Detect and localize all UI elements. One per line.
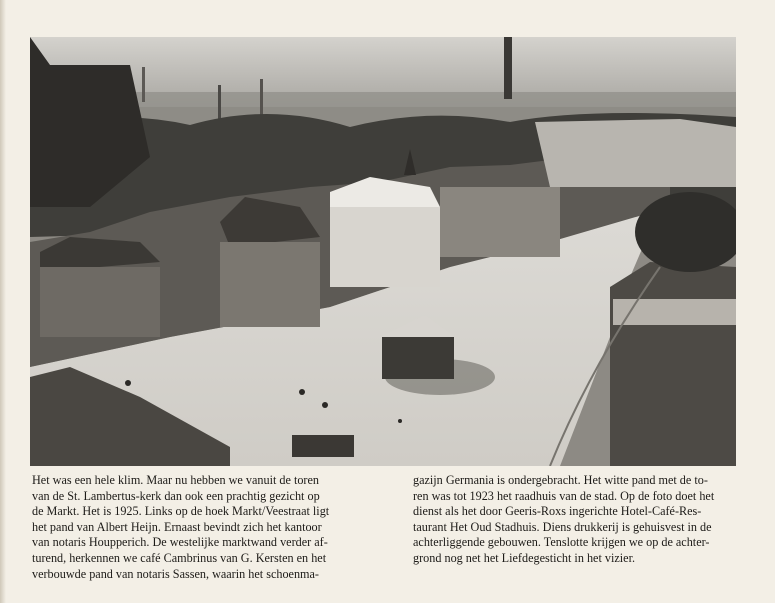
vintage-car bbox=[292, 435, 354, 457]
pedestrian bbox=[299, 389, 305, 395]
pedestrian bbox=[398, 419, 402, 423]
facade-germania bbox=[440, 187, 560, 257]
pedestrian bbox=[322, 402, 328, 408]
facade-albert-heijn bbox=[40, 267, 160, 337]
roof-right bbox=[613, 299, 736, 325]
kiosk-body bbox=[382, 337, 454, 379]
caption-column-right: gazijn Germania is ondergebracht. Het witte pand met de to- ren was tot 1923 het raadhuis van de stad. Op de foto doet het dienst als het door Geeris-Roxs ingerichte Hotel-Café-Res- taurant Het Oud Stadhuis. Diens drukkerij is gehuisvest in de achterliggende gebouwen. Tenslotte krijgen we op de achter- grond nog net het Liefdegesticht in het vizier. bbox=[413, 473, 715, 565]
building-right bbox=[610, 262, 736, 466]
caption-column-left: Het was een hele klim. Maar nu hebben we vanuit de toren van de St. Lambertus-kerk dan ook een prachtig gezicht op de Markt. Het is 1925. Links op de hoek Markt/Veestraat ligt het pand van Albert Heijn. Ernaast bevindt zich het kantoor van notaris Houpperich. De westelijke marktwand verder af- turend, herkennen we café Cambrinus van G. Kersten en het verbouwde pand van notaris Sassen, waarin het schoenma- bbox=[32, 473, 330, 581]
historic-photo bbox=[30, 37, 736, 466]
factory-chimney bbox=[504, 37, 512, 99]
pedestrian bbox=[125, 380, 131, 386]
photo-illustration bbox=[30, 37, 736, 466]
page-edge bbox=[0, 0, 6, 603]
liefdegesticht bbox=[535, 119, 736, 187]
facade-houpperich bbox=[220, 242, 320, 327]
facade-old-town-hall bbox=[330, 207, 440, 287]
chimney bbox=[142, 67, 145, 102]
